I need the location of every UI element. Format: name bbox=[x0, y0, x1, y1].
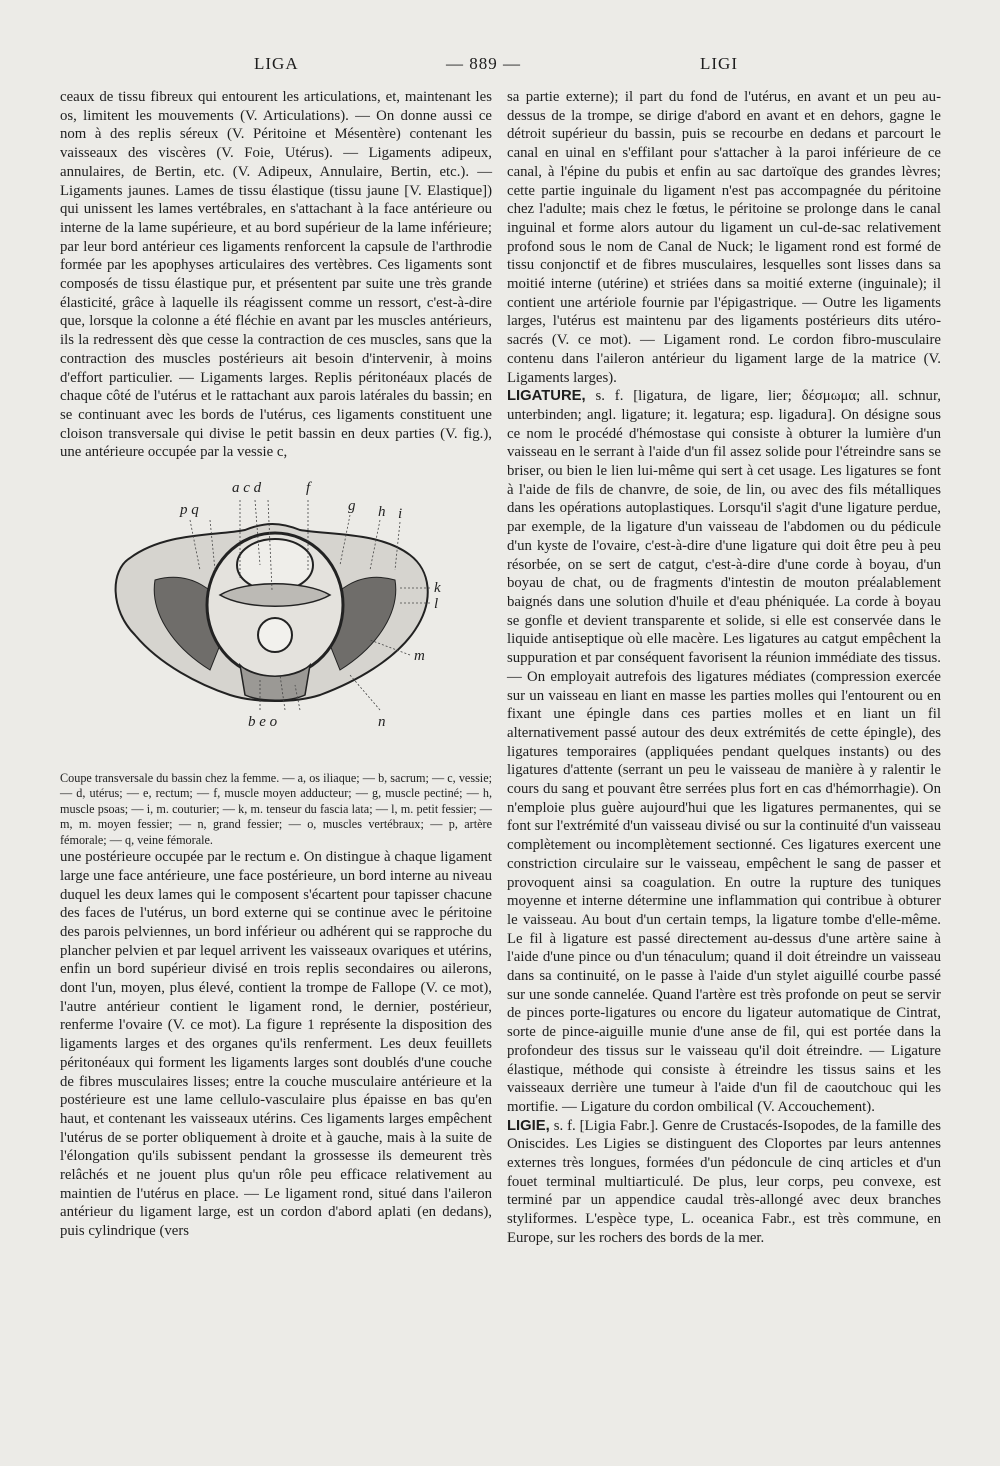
figure-label-i: i bbox=[398, 506, 403, 523]
figure-label-g: g bbox=[348, 498, 356, 515]
page-number: — 889 — bbox=[446, 54, 521, 73]
ligie-headword: LIGIE, bbox=[507, 1117, 550, 1134]
ligie-entry bbox=[507, 1117, 941, 1248]
figure-label-l: l bbox=[434, 596, 439, 613]
figure-caption: Coupe transversale du bassin chez la femme. — a, os iliaque; — b, sacrum; — c, vessie; — d, utérus; — e, rectum; — f, muscle moyen adducteur; — g, muscle pectiné; — h, muscle psoas; — i, m. couturier; — k, m. tenseur du fascia lata; — l, m. petit fessier; — m, m. moyen fessier; — n, grand fessier; — o, muscles vertébraux; — p, artère fémorale; — q, veine fémorale. bbox=[60, 771, 492, 847]
figure-label-acd: a c d bbox=[232, 480, 262, 497]
figure-label-pq: p q bbox=[180, 502, 199, 519]
figure-label-f: f bbox=[306, 480, 311, 497]
figure-label-k: k bbox=[434, 580, 441, 597]
ligature-definition: s. f. [ligatura, de ligare, lier; δέσμωμα; all. schnur, unterbinden; angl. ligature; it. legatura; esp. ligadura]. On désigne sous ce nom le procédé d'hémostase qui consiste à obturer la lumière d'un vaisseau en le serrant à l'aide d'un fil assez solide pour l'étreindre sans se briser, ou bien le lien lui-même qui sert à cet usage. Les ligatures se font à l'aide de fils de chanvre, de soie, de lin, ou avec des fils métalliques dans les opérations autoplastiques. Lorsqu'il s'agit d'une ligature perdue, par exemple, de la ligature d'un vaisseau de l'abdomen ou du pédicule d'un kyste de l'ovaire, c'est-à-dire d'une ligature qui doit être peu à peu résorbée, on se sert de catgut, c'est-à-dire d'une corde à boyau, d'un boyau de chat, ou de fragments d'intestin de mouton préalablement baignés dans une solution d'huile et d'eau phéniquée. La corde à boyau se gonfle et devient transparente et solide, si elle est conservée dans le liquide antiseptique où elle macère. Les ligatures au catgut empêchent la suppuration et par conséquent favorisent la réunion immédiate des tissus. — On employait autrefois des ligatures médiates (compression exercée sur un vaisseau en liant en masse les parties molles qui l'entourent ou en fixant une épingle dans ces parties molles et en liant un fil alternativement passé autour des deux extrémités de cette épingle), des ligatures temporaires (appliquées pendant quelques instants) ou des ligatures d'attente (serrant un peu le vaisseau de manière à y ralentir le cours du sang et pouvant être serrées plus fort en cas d'hémorrhagie). On n'emploie plus guère aujourd'hui que les ligatures permanentes, qui se font sur l'extrémité d'un vaisseau divisé ou sur la continuité d'un vaisseau complètement ou incomplètement sectionné. Ces ligatures exercent une constriction circulaire sur le vaisseau, empêchent le sang de passer et provoquent ainsi sa coagulation. En outre la rupture des tuniques moyenne et interne détermine une inflammation qui contribue à obturer le vaisseau. Au bout d'un certain temps, la ligature tombe d'elle-même. Le fil à ligature est passé directement au-dessus d'une artère saine à l'aide d'une pince ou d'un ténaculum; quand il doit étreindre un vaisseau dans sa continuité, on le passe à l'aide d'un stylet aiguillé courbe passé sur une sonde cannelée. Quand l'artère est très profonde on peut se servir de pinces porte-ligatures ou encore du ligateur automatique de Cintrat, sorte de pince-aiguille munie d'une anse de fil, qui est portée dans la profondeur des tissus sur le vaisseau qu'il doit étreindre. — Ligature élastique, méthode qui consiste à étreindre les tissus sains et les vaisseaux derrière une tumeur à l'aide d'un fil de caoutchouc qui les mortifie. — Ligature du cordon ombilical (V. Accouchement). bbox=[507, 388, 941, 1115]
ligaments-larges-paragraph: une postérieure occupée par le rectum e. On distingue à chaque ligament large une face antérieure, une face postérieure, un bord interne au niveau duquel les deux lames qui le composent s'écartent pour tapisser chacune des faces de l'utérus, un bord externe qui se continue avec le péritoine des parois pelviennes, un bord inférieur ou adhérent qui se rapproche du plancher pelvien et par lequel arrivent les vaisseaux ovariques et utérins, enfin un bord supérieur divisé en trois replis secondaires ou ailerons, dont l'un, moyen, plus élevé, contient la trompe de Fallope (V. ce mot), l'autre antérieur contient le ligament rond, le dernier, postérieur, renferme l'ovaire (V. ce mot). La figure 1 représente la disposition des ligaments larges et des organes qu'ils renferment. Les deux feuillets péritonéaux qui forment les ligaments larges sont doublés d'une couche de fibres musculaires lisses; entre la couche musculaire antérieure et la postérieure est une lame cellulo-vasculaire plus épaisse en bas qu'en haut, et contenant les vaisseaux utérins. Ces ligaments larges empêchent l'utérus de se porter obliquement à droite et à gauche, mais à la suite de l'élongation qu'ils subissent pendant la grossesse ils demeurent très relâchés et ne jouent plus qu'un rôle peu efficace relativement au maintien de l'utérus en place. — Le ligament rond, situé dans l'aileron antérieur du ligament large, est un cordon d'abord aplati (en dedans), puis cylindrique (vers bbox=[60, 849, 492, 1240]
figure-label-m: m bbox=[414, 648, 425, 665]
pelvis-cross-section-illustration bbox=[80, 470, 470, 765]
figure-label-beo: b e o bbox=[248, 714, 278, 731]
running-head-right: LIGI bbox=[700, 54, 738, 73]
ligature-entry bbox=[507, 387, 941, 1116]
ligature-headword: LIGATURE, bbox=[507, 388, 586, 405]
ligaments-paragraph: ceaux de tissu fibreux qui entourent les articulations, et, maintenant les os, limitent les mouvements (V. Articulations). — On donne aussi ce nom à des replis séreux (V. Péritoine et Mésentère) contenant les vaisseaux des viscères (V. Foie, Utérus). — Ligaments adipeux, annulaires, de Bertin, etc. (V. Adipeux, Annulaire, Bertin, etc.). — Ligaments jaunes. Lames de tissu élastique (tissu jaune [V. Elastique]) qui unissent les lames vertébrales, en s'attachant à la face antérieure ou interne de la lame supérieure, et au bord supérieur de la lame inférieure; par leur bord antérieur ces ligaments renforcent la capsule de l'arthrodie formée par les apophyses articulaires des vertèbres. Ces ligaments sont composés de tissu élastique pur, et présentent par suite une très grande élasticité, grâce à laquelle ils réagissent comme un ressort, c'est-à-dire que, lorsque la colonne a été fléchie en avant par les muscles antérieurs, ils la redressent dès que cesse la contraction de ces muscles, sans que la contraction des muscles postérieurs ait besoin d'intervenir, à moins d'effort particulier. — Ligaments larges. Replis péritonéaux placés de chaque côté de l'utérus et le rattachant aux parois latérales du bassin; en se continuant avec les bords de l'utérus, ces ligaments constituent une cloison transversale qui divise le petit bassin en deux parties (V. fig.), une antérieure occupée par la vessie c, bbox=[60, 89, 492, 461]
pelvis-figure bbox=[60, 470, 492, 765]
ligie-definition: s. f. [Ligia Fabr.]. Genre de Crustacés-Isopodes, de la famille des Oniscides. Les Ligies se distinguent des Cloportes par leurs antennes externes très longues, formées d'un pédoncule de cinq articles et d'un fouet terminal multiarticulé. De plus, leur corps, peu convexe, est terminé par un appendice caudal très-allongé avec deux branches styliformes. L'espèce type, L. oceanica Fabr., est très commune, en Europe, sur les rochers des bords de la mer. bbox=[507, 1117, 941, 1246]
left-column bbox=[60, 88, 492, 1241]
figure-label-h: h bbox=[378, 504, 386, 521]
running-head-left: LIGA bbox=[254, 54, 299, 73]
figure-label-n: n bbox=[378, 714, 386, 731]
right-column bbox=[507, 88, 941, 1248]
ligament-rond-paragraph: sa partie externe); il part du fond de l'utérus, en avant et un peu au-dessus de la trompe, se dirige d'abord en avant et en dehors, gagne le détroit supérieur du bassin, puis se recourbe en dedans et parcourt le canal en uinal en s'effilant pour s'attacher à la paroi inférieure de ce canal, à l'épine du pubis et enfin au sac dartoïque des grandes lèvres; cette partie inguinale du ligament n'est pas accompagnée du péritoine chez l'adulte; mais chez le fœtus, le péritoine se prolonge dans le canal inguinal et forme alors autour du ligament un cul-de-sac relativement profond sous le nom de Canal de Nuck; le ligament rond est formé de tissu conjonctif et de fibres musculaires, lesquelles sont lisses dans sa moitié interne (utérine) et striées dans sa moitié externe (inguinale); il contient une artériole fournie par l'épigastrique. — Outre les ligaments larges, l'utérus est maintenu par des ligaments postérieurs dits utéro-sacrés (V. ce mot). — Ligament rond. Le cordon fibro-musculaire contenu dans l'aileron antérieur du ligament large de la matrice (V. Ligaments larges). bbox=[507, 89, 941, 386]
